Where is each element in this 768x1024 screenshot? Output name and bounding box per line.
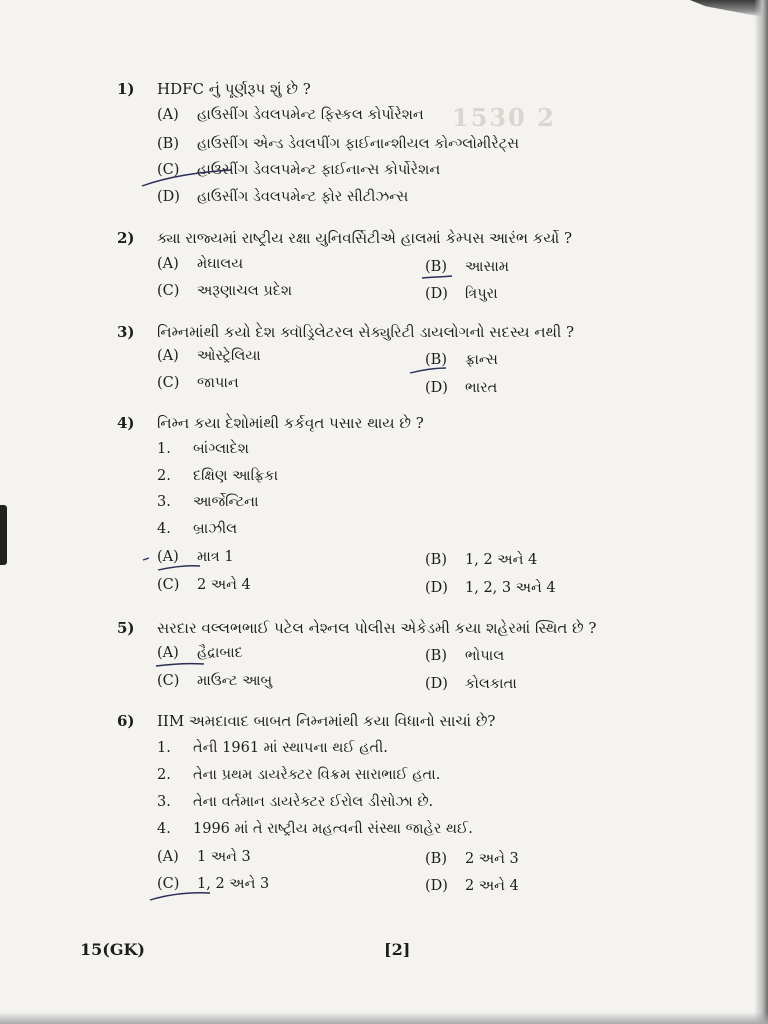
statement-text: 1996 માં તે રાષ્ટ્રીય મહત્વની સંસ્થા જાહેર થઈ.	[193, 821, 473, 837]
option-c	[157, 375, 239, 391]
option-b	[425, 352, 498, 368]
option-b	[425, 259, 509, 275]
option-text: માઉન્ટ આબુ	[197, 673, 273, 689]
option-c	[157, 283, 292, 299]
option-d	[157, 189, 408, 205]
option-text: આસામ	[465, 259, 509, 275]
question-number: 1)	[117, 80, 135, 98]
statement-item	[157, 767, 440, 783]
option-text: હૈદ્રાબાદ	[197, 645, 243, 661]
option-text: 1 અને 3	[197, 849, 251, 865]
option-label: (A)	[157, 549, 179, 565]
option-label: (A)	[157, 348, 179, 364]
option-label: (B)	[425, 352, 447, 368]
statement-number: 3.	[157, 494, 171, 510]
option-text: હાઉસીંગ એન્ડ ડેવલપીંગ ફાઈનાન્શીયલ કોન્ગ્લોમીરેટ્સ	[197, 136, 519, 152]
statement-text: તેના પ્રથમ ડાયરેક્ટર વિક્રમ સારાભાઈ હતા.	[193, 767, 441, 783]
option-text: 1, 2 અને 4	[465, 552, 538, 568]
option-label: (C)	[157, 375, 180, 391]
statement-item	[157, 794, 433, 810]
option-b	[157, 136, 519, 152]
option-d	[425, 878, 519, 894]
option-label: (A)	[157, 849, 179, 865]
question-text: સરદાર વલ્લભભાઈ પટેલ નેશ્નલ પોલીસ એકેડમી કયા શહેરમાં સ્થિત છે ?	[157, 619, 597, 637]
question-text: IIM અમદાવાદ બાબત નિમ્નમાંથી કયા વિધાનો સાચાં છે?	[157, 712, 496, 730]
statement-text: દક્ષિણ આફ્રિકા	[193, 468, 279, 484]
statement-item	[157, 821, 473, 837]
option-label: (C)	[157, 577, 180, 593]
option-d	[425, 380, 497, 396]
statement-number: 4.	[157, 521, 171, 537]
option-text: મેઘાલય	[197, 256, 244, 272]
option-label: (B)	[425, 648, 447, 664]
statement-item	[157, 441, 249, 457]
binding-mark	[0, 505, 7, 565]
pen-mark-q2	[422, 276, 452, 278]
option-text: કોલકાતા	[465, 676, 517, 692]
option-label: (C)	[157, 162, 180, 178]
option-a	[157, 107, 424, 123]
option-text: માત્ર 1	[197, 549, 234, 565]
option-label: (A)	[157, 107, 179, 123]
option-label: (D)	[425, 878, 448, 894]
question-number: 4)	[117, 414, 135, 432]
statement-number: 3.	[157, 794, 171, 810]
statement-text: બાંગ્લાદેશ	[193, 441, 249, 457]
pen-mark-q6	[150, 893, 210, 900]
option-text: 1, 2, 3 અને 4	[465, 580, 556, 596]
option-c	[157, 162, 440, 178]
option-label: (C)	[157, 876, 180, 892]
option-c	[157, 673, 272, 689]
option-label: (A)	[157, 645, 179, 661]
option-label: (C)	[157, 673, 180, 689]
option-a	[157, 849, 251, 865]
statement-number: 2.	[157, 468, 171, 484]
option-label: (B)	[425, 259, 447, 275]
option-a	[157, 645, 243, 661]
pen-mark-q3	[410, 368, 446, 373]
question-text: ક્યા રાજ્યમાં રાષ્ટ્રીય રક્ષા યુનિવર્સિટીએ હાલમાં કેમ્પસ આરંભ કર્યો ?	[157, 229, 573, 247]
question-number: 5)	[117, 619, 135, 637]
statement-text: બ્રાઝીલ	[193, 521, 238, 537]
option-text: ત્રિપુરા	[465, 286, 498, 302]
statement-item	[157, 494, 259, 510]
statement-number: 1.	[157, 441, 171, 457]
question-number: 2)	[117, 229, 135, 247]
option-label: (D)	[425, 676, 448, 692]
option-label: (D)	[425, 380, 448, 396]
statement-text: તેની 1961 માં સ્થાપના થઈ હતી.	[193, 740, 388, 756]
option-label: (C)	[157, 283, 180, 299]
option-d	[425, 286, 498, 302]
option-c	[157, 577, 251, 593]
question-number: 3)	[117, 323, 135, 341]
option-label: (A)	[157, 256, 179, 272]
statement-text: આર્જેન્ટિના	[193, 494, 259, 510]
option-d	[425, 676, 517, 692]
option-d	[425, 580, 556, 596]
option-label: (B)	[157, 136, 179, 152]
option-a	[157, 549, 234, 565]
option-label: (D)	[425, 286, 448, 302]
option-a	[157, 256, 243, 272]
page-edge-bottom	[0, 1012, 768, 1024]
statement-number: 4.	[157, 821, 171, 837]
statement-item	[157, 740, 388, 756]
option-text: 2 અને 4	[465, 878, 519, 894]
option-b	[425, 851, 519, 867]
pen-mark-q4-tick	[143, 558, 149, 560]
option-text: જાપાન	[197, 375, 239, 391]
statement-text: તેના વર્તમાન ડાયરેક્ટર ઈરોલ ડીસોઝા છે.	[193, 794, 434, 810]
option-text: 2 અને 4	[197, 577, 251, 593]
question-text: નિમ્ન કયા દેશોમાંથી કર્કવૃત પસાર થાય છે ?	[157, 414, 424, 432]
statement-item	[157, 521, 237, 537]
page-number: [2]	[384, 940, 411, 959]
option-c	[157, 876, 269, 892]
question-text: નિમ્નમાંથી કયો દેશ ક્વૉડ્રિલેટરલ સેક્યુરિટી ડાયલોગનો સદસ્ય નથી ?	[157, 323, 575, 341]
statement-item	[157, 468, 278, 484]
option-text: 1, 2 અને 3	[197, 876, 270, 892]
option-b	[425, 648, 504, 664]
option-label: (B)	[425, 552, 447, 568]
option-text: ઓસ્ટ્રેલિયા	[197, 348, 261, 364]
option-text: હાઉસીંગ ડેવલપમેન્ટ ફિસ્કલ કોર્પોરેશન	[197, 107, 424, 123]
option-text: હાઉસીંગ ડેવલપમેન્ટ ફાઈનાન્સ કોર્પોરેશન	[197, 162, 441, 178]
footer-code: 15(GK)	[80, 940, 145, 959]
page-edge-right	[754, 0, 768, 1024]
option-b	[425, 552, 537, 568]
option-text: ફ્રાન્સ	[465, 352, 498, 368]
statement-number: 1.	[157, 740, 171, 756]
option-text: ભારત	[465, 380, 498, 396]
option-text: ભોપાલ	[465, 648, 505, 664]
faded-stamp: 1530 2	[452, 103, 556, 132]
question-text: HDFC નું પૂર્ણરૂપ શું છે ?	[157, 80, 311, 98]
option-text: 2 અને 3	[465, 851, 519, 867]
option-label: (D)	[157, 189, 180, 205]
pen-mark-q5	[156, 664, 204, 666]
pen-mark-q4	[158, 566, 200, 570]
option-label: (B)	[425, 851, 447, 867]
statement-number: 2.	[157, 767, 171, 783]
option-text: અરૂણાચલ પ્રદેશ	[197, 283, 293, 299]
option-a	[157, 348, 261, 364]
option-text: હાઉસીંગ ડેવલપમેન્ટ ફોર સીટીઝન્સ	[197, 189, 409, 205]
option-label: (D)	[425, 580, 448, 596]
question-number: 6)	[117, 712, 135, 730]
